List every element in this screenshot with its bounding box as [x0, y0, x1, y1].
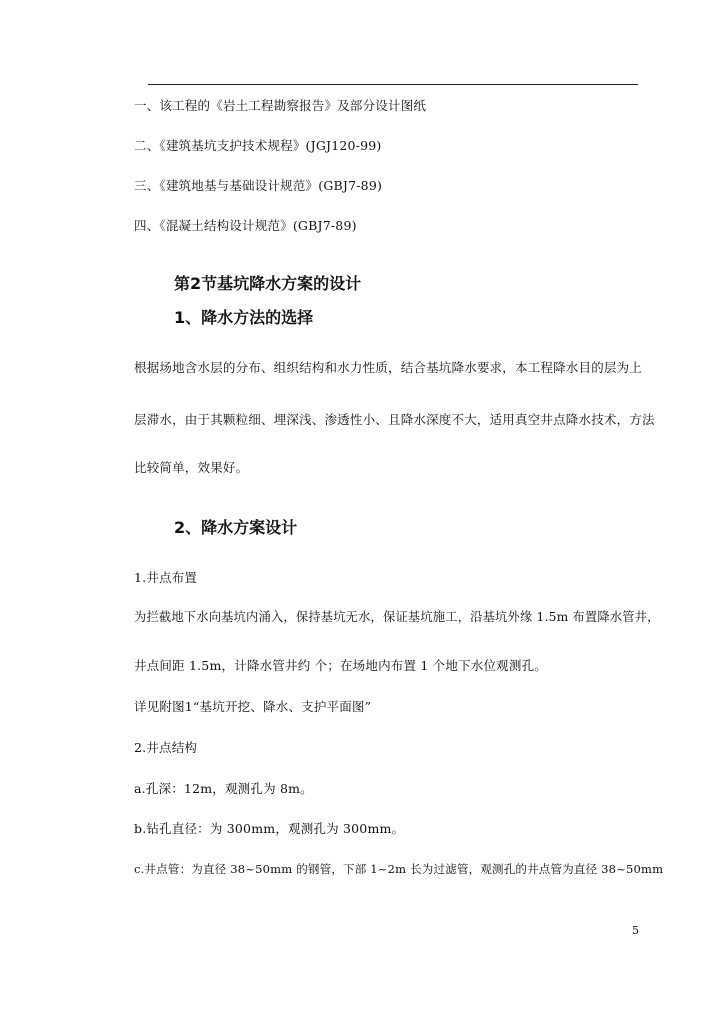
- body-line-6: a.孔深：12m，观测孔为 8m。: [134, 781, 313, 796]
- reference-line-1: 一、该工程的《岩土工程勘察报告》及部分设计图纸: [134, 98, 427, 113]
- header-rule: [148, 84, 638, 85]
- reference-line-3: 三、《建筑地基与基础设计规范》(GBJ7-89): [134, 178, 383, 193]
- paragraph-line-3: 比较简单，效果好。: [134, 460, 249, 475]
- page-number: 5: [632, 924, 639, 937]
- body-line-2: 为拦截地下水向基坑内涌入，保持基坑无水，保证基坑施工，沿基坑外缘 1.5m 布置降水管井，: [134, 610, 660, 624]
- reference-line-2: 二、《建筑基坑支护技术规程》(JGJ120-99): [134, 138, 382, 153]
- body-line-3: 井点间距 1.5m，计降水管井约 个；在场地内布置 1 个地下水位观测孔。: [134, 658, 547, 673]
- body-line-4: 详见附图1“基坑开挖、降水、支护平面图”: [134, 699, 372, 714]
- subsection-2-title: 2、降水方案设计: [174, 518, 298, 537]
- body-line-1: 1.井点布置: [134, 570, 198, 585]
- paragraph-line-1: 根据场地含水层的分布、组织结构和水力性质，结合基坑降水要求，本工程降水目的层为上: [134, 360, 643, 375]
- reference-line-4: 四、《混凝土结构设计规范》(GBJ7-89): [134, 218, 357, 233]
- subsection-1-title: 1、降水方法的选择: [174, 308, 314, 327]
- paragraph-line-2: 层滞水，由于其颗粒细、埋深浅、渗透性小、且降水深度不大，适用真空井点降水技术，方法: [134, 412, 655, 427]
- body-line-5: 2.井点结构: [134, 740, 198, 755]
- body-line-8: c.井点管：为直径 38~50mm 的钢管，下部 1~2m 长为过滤管，观测孔的井点管为直径 38~50mm: [134, 862, 664, 876]
- body-line-7: b.钻孔直径：为 300mm，观测孔为 300mm。: [134, 821, 405, 836]
- section-title: 第2节基坑降水方案的设计: [174, 274, 362, 293]
